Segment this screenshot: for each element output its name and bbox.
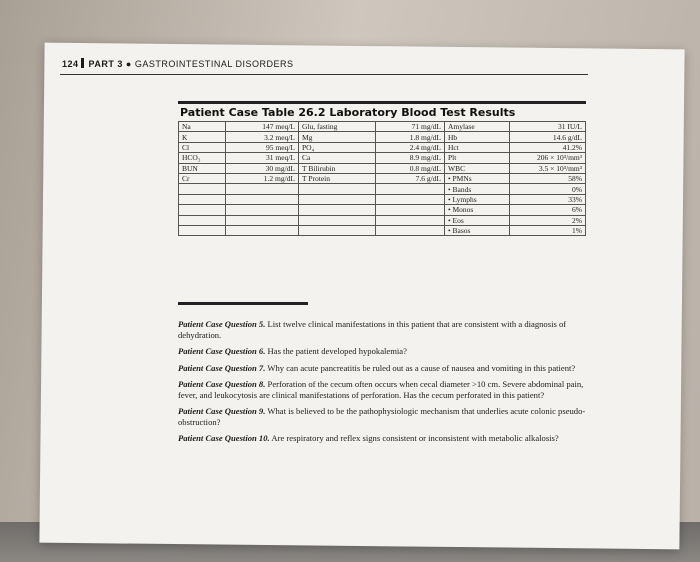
test-value-cell: 0.8 mg/dL: [376, 163, 445, 173]
question-text: Are respiratory and reflex signs consistent or inconsistent with metabolic alkalosis?: [271, 433, 559, 443]
test-name-cell: Amylase: [445, 122, 510, 132]
header-divider: [81, 58, 84, 68]
test-value-cell: 31 IU/L: [510, 122, 586, 132]
test-value-cell: [226, 194, 299, 204]
test-name-cell: Mg: [299, 132, 376, 142]
test-value-cell: [376, 184, 445, 194]
table-row: [179, 184, 586, 194]
section-rule: [178, 302, 308, 305]
test-value-cell: 7.6 g/dL: [376, 173, 445, 183]
table-row: [179, 205, 586, 215]
question-text: Has the patient developed hypokalemia?: [267, 346, 407, 356]
test-name-cell: Na: [179, 122, 226, 132]
page-number: 124: [62, 59, 79, 69]
test-value-cell: 6%: [510, 205, 586, 215]
table-title: Patient Case Table 26.2 Laboratory Blood Test Results: [178, 101, 586, 121]
test-value-cell: 1%: [510, 225, 586, 235]
test-value-cell: 58%: [510, 173, 586, 183]
test-value-cell: [226, 225, 299, 235]
test-value-cell: [226, 215, 299, 225]
test-value-cell: 14.6 g/dL: [510, 132, 586, 142]
test-value-cell: [376, 194, 445, 204]
test-name-cell: BUN: [179, 163, 226, 173]
question-text: What is believed to be the pathophysiologic mechanism that underlies acute colonic pseudo-obstruction?: [178, 406, 586, 427]
table-row: [179, 194, 586, 204]
test-value-cell: 2%: [510, 215, 586, 225]
test-name-cell: • Monos: [445, 205, 510, 215]
test-value-cell: [376, 205, 445, 215]
test-value-cell: 147 meq/L: [226, 122, 299, 132]
question-label: Patient Case Question 6.: [178, 346, 266, 356]
question-text: Why can acute pancreatitis be ruled out as a cause of nausea and vomiting in this patient?: [267, 362, 576, 373]
table-row: [179, 173, 586, 183]
question-text: Perforation of the cecum often occurs when cecal diameter >10 cm. Severe abdominal pain, fever, and leukocytosis are clinical manifestations of perforation. Has the cecum perforated in this patient?: [178, 379, 584, 400]
case-question: [178, 363, 590, 374]
test-name-cell: [299, 225, 376, 235]
table-row: [179, 142, 586, 152]
case-question: [178, 379, 590, 400]
test-value-cell: 33%: [510, 194, 586, 204]
test-name-cell: [179, 225, 226, 235]
table-row: [179, 122, 586, 132]
test-name-cell: [299, 184, 376, 194]
test-name-cell: T Protein: [299, 173, 376, 183]
case-question: [178, 406, 590, 427]
section-title: GASTROINTESTINAL DISORDERS: [134, 59, 294, 69]
header-rule: [60, 74, 588, 75]
test-name-cell: HCO₃: [179, 153, 226, 163]
case-question: [178, 346, 590, 357]
case-question: [178, 319, 590, 340]
table-row: [179, 215, 586, 225]
test-value-cell: 206 × 10³/mm³: [510, 153, 586, 163]
test-value-cell: 3.5 × 10³/mm³: [510, 163, 586, 173]
test-value-cell: [226, 184, 299, 194]
test-name-cell: [299, 215, 376, 225]
test-name-cell: Cr: [179, 173, 226, 183]
test-value-cell: 71 mg/dL: [376, 122, 445, 132]
test-value-cell: 41.2%: [510, 142, 586, 152]
test-name-cell: WBC: [445, 163, 510, 173]
case-question: [178, 433, 590, 444]
test-value-cell: 1.2 mg/dL: [226, 173, 299, 183]
test-name-cell: Hb: [445, 132, 510, 142]
test-name-cell: Cl: [179, 142, 226, 152]
question-label: Patient Case Question 5.: [178, 319, 266, 329]
question-text: List twelve clinical manifestations in this patient that are consistent with a diagnosis of dehydration.: [178, 319, 567, 340]
test-value-cell: 31 meq/L: [226, 153, 299, 163]
test-name-cell: T Bilirubin: [299, 163, 376, 173]
test-value-cell: 95 meq/L: [226, 142, 299, 152]
running-header: [62, 58, 294, 69]
table-row: [179, 153, 586, 163]
test-name-cell: [179, 194, 226, 204]
lab-table: [178, 101, 586, 236]
part-label: PART 3: [88, 59, 123, 69]
test-name-cell: • Basos: [445, 225, 510, 235]
test-value-cell: [376, 225, 445, 235]
test-name-cell: [179, 184, 226, 194]
test-value-cell: 8.9 mg/dL: [376, 153, 445, 163]
test-name-cell: • Bands: [445, 184, 510, 194]
test-name-cell: • Eos: [445, 215, 510, 225]
table-row: [179, 132, 586, 142]
test-name-cell: Plt: [445, 153, 510, 163]
bullet-separator: ●: [125, 59, 132, 69]
test-name-cell: Glu, fasting: [299, 122, 376, 132]
test-name-cell: Hct: [445, 142, 510, 152]
question-label: Patient Case Question 8.: [178, 379, 266, 389]
test-value-cell: 0%: [510, 184, 586, 194]
test-name-cell: [179, 215, 226, 225]
table-row: [179, 225, 586, 235]
test-name-cell: • PMNs: [445, 173, 510, 183]
test-value-cell: 30 mg/dL: [226, 163, 299, 173]
test-value-cell: [226, 205, 299, 215]
lab-results-table: [178, 121, 586, 236]
test-value-cell: 2.4 mg/dL: [376, 142, 445, 152]
question-label: Patient Case Question 7.: [178, 362, 266, 373]
test-name-cell: [179, 205, 226, 215]
test-value-cell: 1.8 mg/dL: [376, 132, 445, 142]
test-value-cell: 3.2 meq/L: [226, 132, 299, 142]
questions-section: [178, 302, 590, 450]
test-value-cell: [376, 215, 445, 225]
test-name-cell: K: [179, 132, 226, 142]
question-label: Patient Case Question 9.: [178, 406, 266, 416]
test-name-cell: [299, 194, 376, 204]
test-name-cell: PO₄: [299, 142, 376, 152]
test-name-cell: • Lymphs: [445, 194, 510, 204]
question-label: Patient Case Question 10.: [178, 433, 270, 443]
table-row: [179, 163, 586, 173]
test-name-cell: [299, 205, 376, 215]
test-name-cell: Ca: [299, 153, 376, 163]
